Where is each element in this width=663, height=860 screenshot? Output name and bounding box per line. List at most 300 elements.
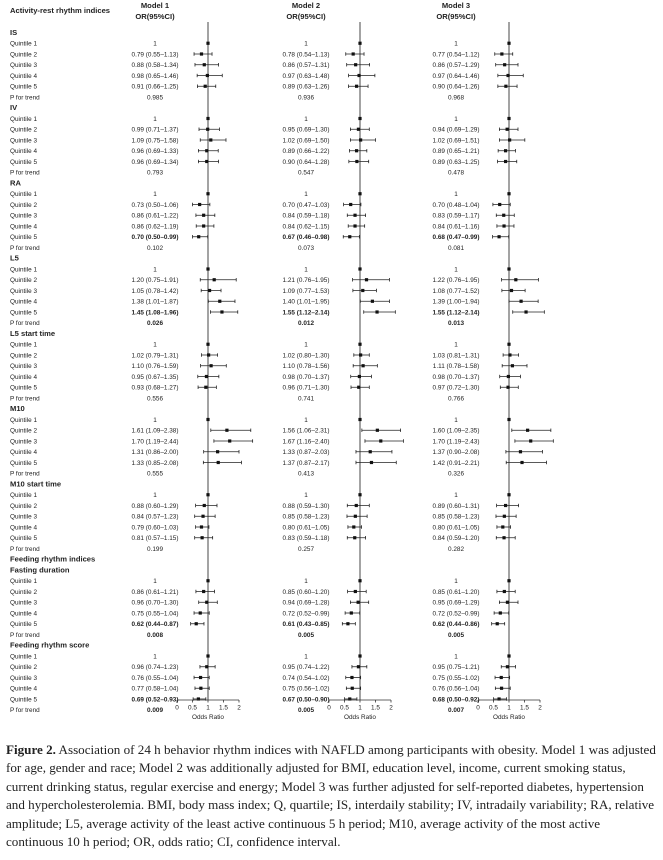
- x-axis-label-model-1: Odds Ratio: [192, 714, 224, 721]
- or-ci-value: 1.55 (1.12–2.14): [282, 309, 330, 317]
- or-ci-value: 0.99 (0.71–1.37): [131, 126, 179, 134]
- or-point: [504, 149, 507, 152]
- or-ci-value: 0.76 (0.55–1.04): [131, 674, 179, 682]
- x-tick-label: 0.5: [188, 704, 197, 712]
- or-point: [498, 203, 501, 206]
- quintile-label: Quintile 1: [10, 40, 37, 48]
- or-point: [204, 386, 207, 389]
- or-ci-value: 0.85 (0.58–1.23): [432, 513, 480, 521]
- or-ci-value: 1.33 (0.87–2.03): [282, 449, 330, 457]
- or-ci-value: 1.10 (0.76–1.59): [131, 363, 179, 371]
- or-point: [206, 343, 209, 346]
- or-point: [199, 676, 202, 679]
- quintile-label: Quintile 2: [10, 51, 37, 59]
- or-point: [216, 450, 219, 453]
- or-ci-value: 0.74 (0.54–1.02): [282, 674, 330, 682]
- or-point: [206, 654, 209, 657]
- activity-rest-rhythm-indices-heading: Activity-rest rhythm indices: [10, 6, 111, 15]
- or-point: [206, 74, 209, 77]
- or-point: [206, 42, 209, 45]
- or-ci-value: 0.70 (0.47–1.03): [282, 201, 330, 209]
- or-point: [504, 85, 507, 88]
- or-point: [370, 461, 373, 464]
- or-point: [210, 364, 213, 367]
- quintile-label: Quintile 5: [10, 384, 37, 392]
- or-point: [507, 493, 510, 496]
- or-ci-value: 0.83 (0.59–1.18): [282, 535, 330, 543]
- or-point: [217, 461, 220, 464]
- or-ci-value: 0.62 (0.44–0.87): [131, 621, 179, 629]
- model-1-header: Model 1: [140, 1, 170, 10]
- x-tick-label: 0.5: [340, 704, 349, 712]
- or-ci-value: 0.79 (0.55–1.13): [131, 51, 179, 59]
- or-ci-value: 0.77 (0.58–1.04): [131, 685, 179, 693]
- or-point: [354, 63, 357, 66]
- or-ci-value: 0.86 (0.61–1.22): [131, 212, 179, 220]
- p-trend-value: 0.547: [298, 169, 314, 177]
- section-label: Feeding rhythm indices: [10, 554, 96, 564]
- or-point: [369, 450, 372, 453]
- or-point: [205, 375, 208, 378]
- or-ci-value: 1.61 (1.09–2.38): [131, 427, 179, 435]
- or-point: [206, 493, 209, 496]
- or-point: [375, 310, 378, 313]
- x-axis-label-model-2: Odds Ratio: [344, 714, 376, 721]
- or-point: [202, 590, 205, 593]
- model-2-subheader: OR(95%CI): [286, 12, 326, 21]
- or-point: [206, 267, 209, 270]
- quintile-label: Quintile 2: [10, 201, 37, 209]
- or-ci-value: 0.75 (0.56–1.02): [282, 685, 330, 693]
- p-trend-label: P for trend: [10, 395, 40, 403]
- or-point: [206, 117, 209, 120]
- quintile-label: Quintile 3: [10, 599, 37, 607]
- or-point: [228, 439, 231, 442]
- or-point: [507, 654, 510, 657]
- quintile-label: Quintile 4: [10, 223, 37, 231]
- or-ci-value: 0.84 (0.59–1.18): [282, 212, 330, 220]
- or-ci-value: 0.88 (0.58–1.34): [131, 62, 179, 70]
- p-trend-value: 0.013: [448, 320, 464, 328]
- quintile-label: Quintile 5: [10, 696, 37, 704]
- or-point: [507, 192, 510, 195]
- quintile-label: Quintile 5: [10, 234, 37, 242]
- or-point: [200, 525, 203, 528]
- or-point: [358, 579, 361, 582]
- p-trend-value: 0.766: [448, 395, 464, 403]
- or-ci-value: 0.96 (0.69–1.33): [131, 148, 179, 156]
- quintile-label: Quintile 4: [10, 373, 37, 381]
- or-ci-value: 1: [304, 40, 308, 48]
- or-ci-value: 1: [153, 341, 157, 349]
- or-point: [500, 687, 503, 690]
- or-ci-value: 0.98 (0.65–1.46): [131, 72, 179, 80]
- or-point: [207, 353, 210, 356]
- or-point: [502, 224, 505, 227]
- or-point: [507, 267, 510, 270]
- or-ci-value: 1: [304, 266, 308, 274]
- p-trend-value: 0.793: [147, 169, 163, 177]
- or-ci-value: 1: [454, 191, 458, 199]
- or-ci-value: 1.37 (0.87–2.17): [282, 459, 330, 467]
- or-ci-value: 1: [304, 341, 308, 349]
- or-ci-value: 0.89 (0.63–1.26): [282, 83, 330, 91]
- or-point: [371, 300, 374, 303]
- p-trend-label: P for trend: [10, 470, 40, 478]
- or-point: [511, 364, 514, 367]
- or-ci-value: 0.94 (0.69–1.28): [282, 599, 330, 607]
- or-ci-value: 1: [304, 578, 308, 586]
- or-point: [205, 160, 208, 163]
- caption-text: Association of 24 h behavior rhythm indices with NAFLD among participants with obesity. Model 1 was adjusted for age, gender and race; Model 2 was additionally adjusted for BMI, education level, income, current smoking status, current drinking status, regular exercise and energy; Model 3 was further adjusted for self-reported diabetes, hypertension and hypercholesterolemia. BMI, body mass index; Q, quartile; IS, interdaily stability; IV, intradaily variability; RA, relative amplitude; L5, average activity of the least active continuous 5 h period; M10, average activity of the most active continuous 10 h period; OR, odds ratio; CI, confidence interval.: [6, 742, 656, 850]
- p-trend-label: P for trend: [10, 94, 40, 102]
- x-tick-label: 2: [538, 704, 542, 712]
- or-point: [346, 622, 349, 625]
- or-point: [501, 525, 504, 528]
- or-point: [357, 74, 360, 77]
- quintile-label: Quintile 1: [10, 578, 37, 586]
- p-trend-label: P for trend: [10, 707, 40, 715]
- x-tick-label: 0: [476, 704, 480, 712]
- or-ci-value: 1.55 (1.12–2.14): [432, 309, 480, 317]
- or-ci-value: 1: [153, 191, 157, 199]
- or-point: [353, 536, 356, 539]
- or-ci-value: 1.09 (0.77–1.53): [282, 287, 330, 295]
- quintile-label: Quintile 3: [10, 438, 37, 446]
- or-point: [199, 687, 202, 690]
- or-point: [379, 439, 382, 442]
- model-2-header: Model 2: [291, 1, 321, 10]
- p-trend-label: P for trend: [10, 169, 40, 177]
- x-tick-label: 0.5: [489, 704, 498, 712]
- or-ci-value: 1.08 (0.77–1.52): [432, 287, 480, 295]
- model-1-subheader: OR(95%CI): [135, 12, 175, 21]
- section-label: RA: [10, 178, 21, 188]
- or-point: [524, 310, 527, 313]
- p-trend-value: 0.556: [147, 395, 163, 403]
- or-point: [507, 117, 510, 120]
- or-ci-value: 0.98 (0.70–1.37): [282, 373, 330, 381]
- or-ci-value: 1.22 (0.76–1.95): [432, 277, 480, 285]
- quintile-label: Quintile 3: [10, 513, 37, 521]
- or-point: [350, 611, 353, 614]
- p-trend-value: 0.326: [448, 470, 464, 478]
- or-ci-value: 0.91 (0.66–1.25): [131, 83, 179, 91]
- or-point: [205, 665, 208, 668]
- model-3-header: Model 3: [441, 1, 471, 10]
- or-point: [195, 622, 198, 625]
- x-axes: [175, 700, 542, 721]
- or-ci-value: 0.75 (0.55–1.02): [432, 674, 480, 682]
- or-ci-value: 0.98 (0.70–1.37): [432, 373, 480, 381]
- x-tick-label: 1.5: [520, 704, 529, 712]
- or-ci-value: 0.80 (0.61–1.05): [282, 524, 330, 532]
- or-point: [198, 203, 201, 206]
- quintile-label: Quintile 2: [10, 588, 37, 596]
- or-ci-value: 1: [304, 416, 308, 424]
- or-ci-value: 0.85 (0.61–1.20): [432, 588, 480, 596]
- or-ci-value: 1: [153, 578, 157, 586]
- or-point: [203, 504, 206, 507]
- forest-rows: [10, 22, 553, 714]
- p-trend-label: P for trend: [10, 244, 40, 252]
- p-trend-label: P for trend: [10, 631, 40, 639]
- quintile-label: Quintile 5: [10, 83, 37, 91]
- or-ci-value: 1: [304, 492, 308, 500]
- quintile-label: Quintile 4: [10, 610, 37, 618]
- or-ci-value: 0.94 (0.69–1.29): [432, 126, 480, 134]
- or-point: [503, 63, 506, 66]
- p-trend-value: 0.968: [448, 94, 464, 102]
- or-ci-value: 1.60 (1.09–2.35): [432, 427, 480, 435]
- or-point: [526, 429, 529, 432]
- x-tick-label: 1.5: [371, 704, 380, 712]
- or-ci-value: 1: [153, 115, 157, 123]
- or-ci-value: 0.67 (0.50–0.90): [282, 696, 330, 704]
- p-trend-value: 0.026: [147, 320, 163, 328]
- or-ci-value: 1.20 (0.75–1.91): [131, 277, 179, 285]
- or-point: [519, 450, 522, 453]
- or-point: [496, 622, 499, 625]
- quintile-label: Quintile 4: [10, 524, 37, 532]
- x-tick-label: 1: [206, 704, 210, 712]
- quintile-label: Quintile 2: [10, 502, 37, 510]
- model-headers: [135, 1, 476, 21]
- or-ci-value: 0.70 (0.48–1.04): [432, 201, 480, 209]
- or-point: [350, 676, 353, 679]
- quintile-label: Quintile 3: [10, 62, 37, 70]
- or-ci-value: 0.85 (0.60–1.20): [282, 588, 330, 596]
- or-ci-value: 0.81 (0.57–1.15): [131, 535, 179, 543]
- or-point: [510, 289, 513, 292]
- or-point: [354, 590, 357, 593]
- or-ci-value: 1.21 (0.76–1.95): [282, 277, 330, 285]
- or-point: [203, 63, 206, 66]
- p-trend-value: 0.007: [448, 707, 464, 715]
- quintile-label: Quintile 4: [10, 298, 37, 306]
- quintile-label: Quintile 1: [10, 191, 37, 199]
- x-tick-label: 0: [327, 704, 331, 712]
- or-ci-value: 1.02 (0.69–1.50): [282, 137, 330, 145]
- or-point: [358, 418, 361, 421]
- x-tick-label: 1: [358, 704, 362, 712]
- or-point: [503, 590, 506, 593]
- or-point: [358, 117, 361, 120]
- x-tick-label: 2: [237, 704, 241, 712]
- p-trend-label: P for trend: [10, 545, 40, 553]
- or-ci-value: 0.72 (0.52–0.99): [282, 610, 330, 618]
- p-trend-value: 0.985: [147, 94, 163, 102]
- quintile-label: Quintile 1: [10, 266, 37, 274]
- or-point: [199, 611, 202, 614]
- or-ci-value: 0.89 (0.60–1.31): [432, 502, 480, 510]
- or-point: [197, 235, 200, 238]
- p-trend-value: 0.555: [147, 470, 163, 478]
- x-tick-label: 2: [389, 704, 393, 712]
- or-point: [201, 536, 204, 539]
- x-axis-label-model-3: Odds Ratio: [493, 714, 525, 721]
- p-trend-value: 0.005: [298, 707, 314, 715]
- or-ci-value: 0.96 (0.71–1.30): [282, 384, 330, 392]
- or-ci-value: 0.72 (0.52–0.99): [432, 610, 480, 618]
- or-point: [506, 128, 509, 131]
- or-ci-value: 0.95 (0.69–1.30): [282, 126, 330, 134]
- or-point: [358, 192, 361, 195]
- or-ci-value: 0.86 (0.61–1.21): [131, 588, 179, 596]
- or-point: [358, 493, 361, 496]
- or-point: [504, 160, 507, 163]
- or-ci-value: 1.56 (1.06–2.31): [282, 427, 330, 435]
- or-ci-value: 0.89 (0.66–1.22): [282, 148, 330, 156]
- or-ci-value: 1.70 (1.19–2.44): [131, 438, 179, 446]
- or-point: [355, 504, 358, 507]
- or-point: [507, 418, 510, 421]
- quintile-label: Quintile 2: [10, 352, 37, 360]
- figure-label: Figure 2.: [6, 742, 56, 757]
- p-trend-value: 0.102: [147, 244, 163, 252]
- or-ci-value: 0.76 (0.56–1.04): [432, 685, 480, 693]
- or-point: [507, 42, 510, 45]
- p-trend-value: 0.741: [298, 395, 314, 403]
- quintile-label: Quintile 5: [10, 459, 37, 467]
- or-point: [508, 138, 511, 141]
- or-ci-value: 0.95 (0.74–1.22): [282, 664, 330, 672]
- quintile-label: Quintile 3: [10, 137, 37, 145]
- or-ci-value: 1.37 (0.90–2.08): [432, 449, 480, 457]
- or-ci-value: 0.84 (0.62–1.15): [282, 223, 330, 231]
- or-point: [365, 278, 368, 281]
- section-label: L5: [10, 253, 19, 263]
- or-point: [503, 515, 506, 518]
- or-ci-value: 0.84 (0.57–1.23): [131, 513, 179, 521]
- quintile-label: Quintile 3: [10, 287, 37, 295]
- or-ci-value: 1.67 (1.16–2.40): [282, 438, 330, 446]
- or-ci-value: 1: [454, 578, 458, 586]
- or-point: [500, 52, 503, 55]
- p-trend-value: 0.282: [448, 545, 464, 553]
- or-ci-value: 0.68 (0.50–0.92): [432, 696, 480, 704]
- or-point: [507, 343, 510, 346]
- or-ci-value: 0.80 (0.61–1.05): [432, 524, 480, 532]
- or-ci-value: 0.90 (0.64–1.28): [282, 158, 330, 166]
- or-point: [202, 214, 205, 217]
- or-ci-value: 1: [454, 341, 458, 349]
- or-point: [200, 52, 203, 55]
- or-point: [206, 579, 209, 582]
- or-point: [208, 289, 211, 292]
- section-label: M10 start time: [10, 479, 62, 489]
- or-ci-value: 1: [454, 40, 458, 48]
- or-ci-value: 1.09 (0.75–1.58): [131, 137, 179, 145]
- p-trend-value: 0.009: [147, 707, 163, 715]
- or-ci-value: 0.93 (0.68–1.27): [131, 384, 179, 392]
- p-trend-value: 0.005: [298, 631, 314, 639]
- quintile-label: Quintile 1: [10, 492, 37, 500]
- or-point: [349, 203, 352, 206]
- or-point: [355, 85, 358, 88]
- quintile-label: Quintile 1: [10, 653, 37, 661]
- or-ci-value: 0.88 (0.60–1.29): [131, 502, 179, 510]
- or-ci-value: 1.40 (1.01–1.95): [282, 298, 330, 306]
- or-point: [357, 601, 360, 604]
- or-point: [508, 353, 511, 356]
- or-ci-value: 0.89 (0.63–1.25): [432, 158, 480, 166]
- x-tick-label: 0: [175, 704, 179, 712]
- or-point: [206, 128, 209, 131]
- or-point: [506, 665, 509, 668]
- or-point: [358, 343, 361, 346]
- or-point: [361, 289, 364, 292]
- quintile-label: Quintile 1: [10, 416, 37, 424]
- x-tick-label: 1.5: [219, 704, 228, 712]
- p-trend-value: 0.413: [298, 470, 314, 478]
- section-label: Feeding rhythm score: [10, 640, 90, 650]
- or-point: [213, 278, 216, 281]
- or-ci-value: 0.68 (0.47–0.99): [432, 234, 480, 242]
- p-trend-value: 0.081: [448, 244, 464, 252]
- or-ci-value: 1: [153, 492, 157, 500]
- or-ci-value: 1.31 (0.86–2.00): [131, 449, 179, 457]
- or-ci-value: 0.77 (0.54–1.12): [432, 51, 480, 59]
- or-point: [358, 375, 361, 378]
- or-point: [519, 300, 522, 303]
- or-point: [205, 149, 208, 152]
- or-ci-value: 0.90 (0.64–1.26): [432, 83, 480, 91]
- or-point: [499, 611, 502, 614]
- p-trend-value: 0.199: [147, 545, 163, 553]
- quintile-label: Quintile 3: [10, 363, 37, 371]
- or-ci-value: 0.86 (0.62–1.19): [131, 223, 179, 231]
- or-ci-value: 1.39 (1.00–1.94): [432, 298, 480, 306]
- or-point: [376, 429, 379, 432]
- quintile-label: Quintile 4: [10, 72, 37, 80]
- or-point: [348, 235, 351, 238]
- or-ci-value: 1: [153, 653, 157, 661]
- or-ci-value: 0.67 (0.46–0.98): [282, 234, 330, 242]
- quintile-label: Quintile 1: [10, 115, 37, 123]
- figure-caption: [6, 741, 660, 851]
- or-point: [359, 138, 362, 141]
- or-ci-value: 1.33 (0.85–2.08): [131, 459, 179, 467]
- or-point: [504, 504, 507, 507]
- quintile-label: Quintile 5: [10, 309, 37, 317]
- or-ci-value: 1: [454, 115, 458, 123]
- or-point: [520, 461, 523, 464]
- or-ci-value: 1: [454, 266, 458, 274]
- or-ci-value: 0.88 (0.59–1.30): [282, 502, 330, 510]
- or-ci-value: 1: [153, 266, 157, 274]
- quintile-label: Quintile 2: [10, 277, 37, 285]
- section-label: IV: [10, 103, 18, 113]
- or-ci-value: 1: [454, 492, 458, 500]
- or-ci-value: 0.86 (0.57–1.29): [432, 62, 480, 70]
- p-trend-value: 0.012: [298, 320, 314, 328]
- or-ci-value: 0.78 (0.54–1.13): [282, 51, 330, 59]
- or-point: [362, 364, 365, 367]
- p-trend-value: 0.008: [147, 631, 163, 639]
- or-point: [506, 601, 509, 604]
- model-3-subheader: OR(95%CI): [436, 12, 476, 21]
- or-ci-value: 1.02 (0.69–1.51): [432, 137, 480, 145]
- or-ci-value: 1: [454, 653, 458, 661]
- or-ci-value: 0.97 (0.63–1.48): [282, 72, 330, 80]
- or-ci-value: 0.96 (0.70–1.30): [131, 599, 179, 607]
- or-point: [206, 418, 209, 421]
- or-point: [206, 192, 209, 195]
- or-ci-value: 0.61 (0.43–0.85): [282, 621, 330, 629]
- or-ci-value: 1: [304, 115, 308, 123]
- or-ci-value: 1.03 (0.81–1.31): [432, 352, 480, 360]
